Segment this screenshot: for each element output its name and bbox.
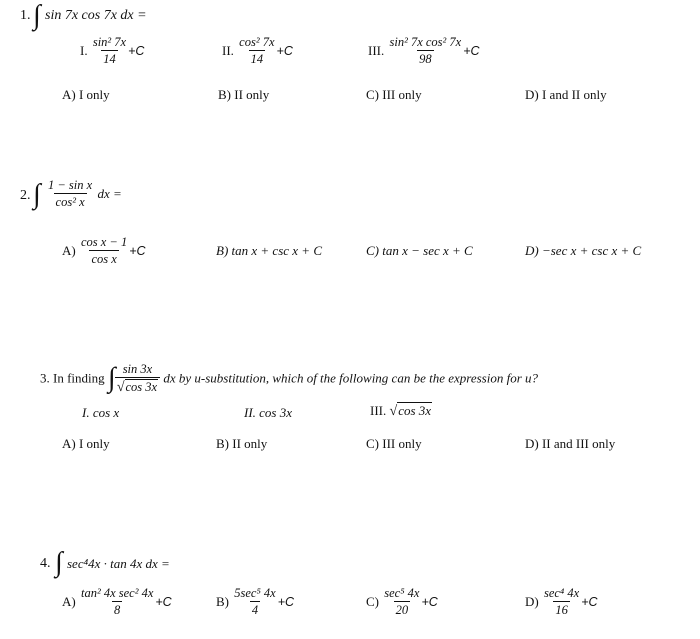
q1-choice-3-den: 98: [419, 52, 432, 67]
q3-choice-1: I. cos x: [82, 405, 120, 420]
q1-integrand: sin 7x cos 7x dx =: [45, 8, 147, 23]
q4-number: 4.: [40, 556, 51, 571]
q1-choice-3-roman: III.: [368, 42, 385, 58]
q1-choice-1-roman: I.: [80, 42, 88, 58]
q2-tail: dx =: [97, 185, 122, 201]
q4-answer-c-label: C): [366, 593, 379, 609]
q4-answer-d-num: sec⁴ 4x: [543, 586, 580, 600]
q4-answer-d-den: 16: [555, 603, 568, 618]
q2-num: 1 − sin x: [48, 178, 93, 192]
sqrt-symbol: √: [116, 379, 125, 395]
q3-den: cos 3x: [125, 380, 158, 395]
integral-sign: ∫: [33, 0, 41, 31]
q3-choice-3-roman: III.: [370, 403, 387, 418]
q2-answer-a-label: A): [62, 242, 76, 258]
q1-choice-2: [222, 35, 293, 67]
q1-choice-1-den: 14: [103, 52, 116, 67]
q4-answer-a-label: A): [62, 593, 76, 609]
q4-integrand: sec⁴4x · tan 4x dx =: [67, 556, 170, 571]
q4-answer-c-num: sec⁵ 4x: [384, 586, 420, 600]
q2-den: cos² x: [55, 195, 85, 210]
integral-sign: ∫: [55, 547, 63, 578]
q3-stem: [40, 362, 538, 395]
q1-choice-2-roman: II.: [222, 42, 234, 58]
q2-integrand: [46, 178, 122, 210]
q4-answer-a-den: 8: [114, 603, 121, 618]
q1-choice-3-num: sin² 7x cos² 7x: [389, 35, 462, 49]
q4-answer-c-tail: +C: [421, 594, 438, 609]
q1-choice-2-num: cos² 7x: [239, 35, 275, 49]
q4-answer-b-label: B): [216, 593, 229, 609]
q4-answer-b-num: 5sec⁵ 4x: [234, 586, 276, 600]
q2-answer-a-tail: +C: [129, 243, 146, 258]
q3-lead: 3. In finding: [40, 370, 105, 386]
q2-answer-b[interactable]: B) tan x + csc x + C: [216, 243, 322, 258]
q1-choice-1-num: sin² 7x: [92, 35, 127, 49]
q2-number: 2.: [20, 188, 31, 203]
q3-answer-c[interactable]: C) III only: [366, 436, 422, 451]
q1-choice-1-tail: +C: [128, 43, 145, 58]
q4-answer-c[interactable]: [366, 586, 438, 618]
q1-choice-3-tail: +C: [463, 43, 480, 58]
q2-answer-a-num: cos x − 1: [80, 235, 128, 249]
q4-answer-c-den: 20: [395, 603, 409, 618]
q1-answer-d[interactable]: D) I and II only: [525, 87, 607, 102]
q4-answer-a-tail: +C: [155, 594, 172, 609]
q1-choice-2-den: 14: [250, 52, 264, 67]
integral-sign: ∫: [107, 362, 116, 394]
q2-answer-d[interactable]: D) −sec x + csc x + C: [525, 243, 642, 258]
q1-answer-c[interactable]: C) III only: [366, 87, 422, 102]
q1-answer-a[interactable]: A) I only: [62, 87, 110, 102]
q4-answer-b-tail: +C: [277, 594, 295, 609]
q4-answer-d-tail: +C: [581, 594, 598, 609]
q3-num: sin 3x: [122, 362, 153, 376]
q4-answer-b-den: 4: [251, 603, 259, 618]
q3-answer-a[interactable]: A) I only: [62, 436, 110, 451]
q1-number: 1.: [20, 8, 31, 23]
q2-answer-a[interactable]: [62, 235, 146, 267]
q4-answer-a-num: tan² 4x sec² 4x: [80, 586, 154, 600]
q4-answer-d-label: D): [525, 593, 539, 609]
q4-answer-a[interactable]: [62, 586, 172, 618]
q4-answer-b[interactable]: [216, 586, 294, 618]
q3-choice-3-expr: cos 3x: [398, 403, 432, 418]
q1-choice-3: [368, 35, 480, 67]
q2-answer-c[interactable]: C) tan x − sec x + C: [366, 243, 473, 258]
q1-answer-b[interactable]: B) II only: [218, 87, 270, 102]
sqrt-symbol: √: [389, 404, 398, 419]
q4-answer-d[interactable]: [525, 586, 598, 618]
q3-answer-d[interactable]: D) II and III only: [525, 436, 616, 451]
q3-answer-b[interactable]: B) II only: [216, 436, 268, 451]
q1-choice-2-tail: +C: [276, 43, 293, 58]
q2-answer-a-den: cos x: [91, 252, 117, 267]
q1-choice-1: [80, 35, 144, 67]
q3-choice-2: II. cos 3x: [244, 405, 293, 420]
q3-choice-3: [370, 402, 432, 419]
integral-sign: ∫: [33, 179, 41, 210]
q3-tail: dx by u-substitution, which of the following can be the expression for u?: [163, 370, 539, 386]
